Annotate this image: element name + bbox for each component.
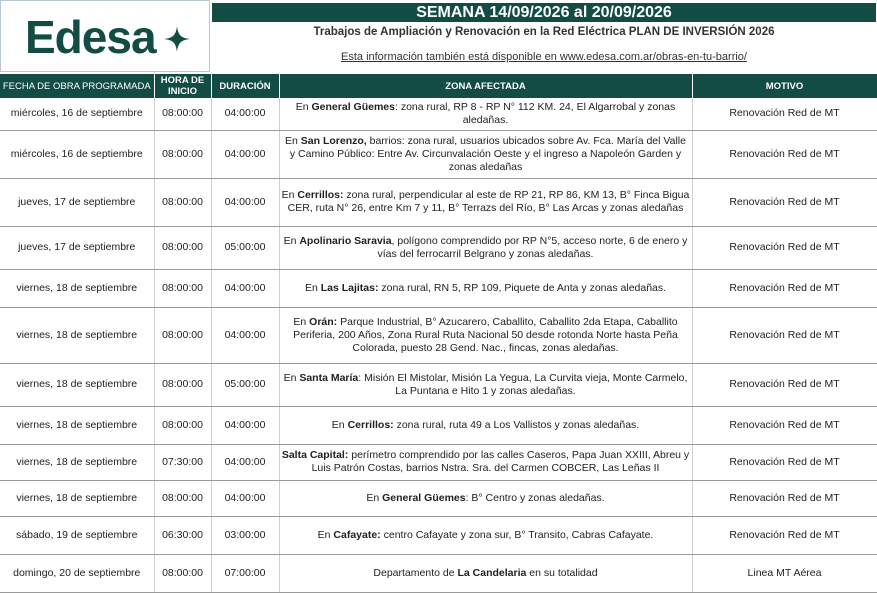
- zone-description: centro Cafayate y zona sur, B° Transito, Cabras Cafayate.: [380, 528, 654, 541]
- cell-duration: 03:00:00: [211, 516, 279, 554]
- cell-duration: 04:00:00: [211, 307, 279, 363]
- cell-start-time: 08:00:00: [154, 554, 211, 592]
- zone-place: Salta Capital:: [281, 449, 349, 461]
- table-row: [0, 444, 877, 480]
- zone-place: Cerrillos:: [347, 418, 394, 431]
- logo: [0, 0, 210, 72]
- zone-description: perímetro comprendido por las calles Caseros, Papa Juan XXIII, Abreu y Luis Patrón Costas, barrios Nstra. Sra. del Carmen COBCER, Las Leñas II: [311, 449, 690, 474]
- cell-reason: Renovación Red de MT: [692, 307, 877, 363]
- col-header-zone: ZONA AFECTADA: [279, 74, 692, 98]
- zone-text-wrap: [282, 282, 690, 295]
- zone-place: San Lorenzo,: [300, 134, 367, 147]
- cell-reason: Renovación Red de MT: [692, 516, 877, 554]
- cell-date: viernes, 18 de septiembre: [0, 480, 154, 516]
- zone-text-wrap: [282, 316, 690, 355]
- logo-text: Edesa: [25, 11, 156, 63]
- page-subtitle: Trabajos de Ampliación y Renovación en la Red Eléctrica PLAN DE INVERSIÓN 2026: [313, 26, 775, 38]
- table-body: [0, 98, 877, 592]
- zone-description: : B° Centro y zonas aledañas.: [465, 491, 605, 504]
- cell-reason: Linea MT Aérea: [692, 554, 877, 592]
- zone-prefix: En: [331, 418, 348, 431]
- cell-date: miércoles, 16 de septiembre: [0, 98, 154, 130]
- cell-duration: 04:00:00: [211, 480, 279, 516]
- zone-place: Apolinario Saravia: [299, 234, 392, 247]
- zone-prefix: En: [317, 528, 334, 541]
- zone-text-wrap: [282, 567, 690, 580]
- info-link[interactable]: Esta información también está disponible en www.edesa.com.ar/obras-en-tu-barrio/: [341, 51, 747, 63]
- col-header-start: HORA DE INICIO: [154, 74, 211, 98]
- table-row: [0, 98, 877, 130]
- zone-place: La Candelaria: [457, 566, 527, 579]
- cell-zone: [279, 178, 692, 226]
- cell-date: jueves, 17 de septiembre: [0, 226, 154, 269]
- table-row: [0, 516, 877, 554]
- cell-date: viernes, 18 de septiembre: [0, 269, 154, 307]
- zone-prefix: En: [366, 491, 383, 504]
- zone-place: Santa María: [299, 371, 359, 384]
- table-header-row: [0, 74, 877, 98]
- cell-start-time: 08:00:00: [154, 178, 211, 226]
- table-row: [0, 269, 877, 307]
- cell-reason: Renovación Red de MT: [692, 444, 877, 480]
- cell-date: sábado, 19 de septiembre: [0, 516, 154, 554]
- cell-duration: 04:00:00: [211, 130, 279, 178]
- cell-start-time: 08:00:00: [154, 226, 211, 269]
- zone-prefix: En: [283, 371, 300, 384]
- zone-description: en su totalidad: [526, 566, 598, 579]
- zone-description: , polígono comprendido por RP N°5, acceso norte, 6 de enero y vías del ferrocarril Belgrano y zonas aledañas.: [377, 234, 688, 260]
- zone-prefix: En: [285, 134, 301, 147]
- zone-prefix: Departamento de: [373, 566, 458, 579]
- zone-description: Parque Industrial, B° Azucarero, Caballito, Caballito 2da Etapa, Caballito Periferia, 200 Años, Zona Rural Ruta Nacional 50 desde rotonda Norte hasta Peña Colorada, puesto 28 Gend. Nac., fincas, zonas aledañas.: [293, 315, 678, 354]
- cell-zone: [279, 406, 692, 444]
- cell-zone: [279, 269, 692, 307]
- cell-duration: 04:00:00: [211, 444, 279, 480]
- cell-start-time: 08:00:00: [154, 406, 211, 444]
- cell-zone: [279, 226, 692, 269]
- cell-zone: [279, 444, 692, 480]
- cell-start-time: 08:00:00: [154, 480, 211, 516]
- cell-start-time: 08:00:00: [154, 269, 211, 307]
- zone-text-wrap: [282, 449, 690, 475]
- cell-duration: 05:00:00: [211, 226, 279, 269]
- zone-text-wrap: [282, 135, 690, 174]
- zone-place: Cafayate:: [333, 528, 381, 541]
- cell-zone: [279, 480, 692, 516]
- zone-place: Las Lajitas:: [320, 281, 379, 294]
- table-row: [0, 226, 877, 269]
- zone-prefix: En: [293, 315, 310, 328]
- cell-date: viernes, 18 de septiembre: [0, 307, 154, 363]
- zone-description: barrios: zona rural, usuarios ubicados sobre Av. Fca. María del Valle y Camino Público: Entre Av. Circunvalación Oeste y el ingreso a Napoleón Garden y zonas aledañas: [289, 134, 686, 173]
- zone-text-wrap: [282, 189, 690, 215]
- cell-zone: [279, 554, 692, 592]
- cell-date: viernes, 18 de septiembre: [0, 363, 154, 406]
- schedule-table: [0, 74, 877, 593]
- zone-prefix: En: [304, 281, 321, 294]
- zone-description: : zona rural, RP 8 - RP N° 112 KM. 24, El Algarrobal y zonas aledañas.: [394, 100, 676, 126]
- table-row: [0, 480, 877, 516]
- cell-duration: 04:00:00: [211, 98, 279, 130]
- cell-duration: 04:00:00: [211, 406, 279, 444]
- cell-zone: [279, 307, 692, 363]
- table-row: [0, 178, 877, 226]
- zone-description: zona rural, RN 5, RP 109, Piquete de Anta y zonas aledañas.: [378, 281, 667, 294]
- zone-text-wrap: [282, 372, 690, 398]
- table-row: [0, 554, 877, 592]
- cell-duration: 05:00:00: [211, 363, 279, 406]
- cell-zone: [279, 98, 692, 130]
- table-row: [0, 406, 877, 444]
- zone-prefix: En: [295, 100, 312, 113]
- cell-reason: Renovación Red de MT: [692, 226, 877, 269]
- zone-description: zona rural, perpendicular al este de RP 21, RP 86, KM 13, B° Finca Bigua CER, ruta N° 26, entre Km 7 y 11, B° Terrazs del Río, B° Las Arcas y zonas aledañas: [287, 189, 690, 214]
- zone-place: General Güemes: [311, 100, 395, 113]
- zone-prefix: En: [281, 189, 298, 201]
- cell-reason: Renovación Red de MT: [692, 98, 877, 130]
- cell-start-time: 06:30:00: [154, 516, 211, 554]
- cell-start-time: 08:00:00: [154, 363, 211, 406]
- zone-place: Orán:: [309, 315, 338, 328]
- page-header: [0, 0, 877, 74]
- cell-start-time: 08:00:00: [154, 307, 211, 363]
- zone-text-wrap: [282, 492, 690, 505]
- cell-reason: Renovación Red de MT: [692, 480, 877, 516]
- cell-reason: Renovación Red de MT: [692, 130, 877, 178]
- col-header-reason: MOTIVO: [692, 74, 877, 98]
- cell-start-time: 08:00:00: [154, 130, 211, 178]
- cell-duration: 04:00:00: [211, 269, 279, 307]
- cell-reason: Renovación Red de MT: [692, 178, 877, 226]
- table-row: [0, 130, 877, 178]
- cell-zone: [279, 516, 692, 554]
- zone-place: General Güemes: [382, 491, 466, 504]
- zone-text-wrap: [282, 235, 690, 261]
- zone-text-wrap: [282, 419, 690, 432]
- zone-description: : Misión El Mistolar, Misión La Yegua, La Curvita vieja, Monte Carmelo, La Puntana e Hito 1 y zonas aledañas.: [358, 371, 688, 397]
- zone-text-wrap: [282, 529, 690, 542]
- cell-reason: Renovación Red de MT: [692, 406, 877, 444]
- zone-prefix: En: [283, 234, 300, 247]
- table-row: [0, 363, 877, 406]
- cell-date: miércoles, 16 de septiembre: [0, 130, 154, 178]
- zone-description: zona rural, ruta 49 a Los Vallistos y zonas aledañas.: [393, 418, 640, 431]
- cell-date: viernes, 18 de septiembre: [0, 444, 154, 480]
- zone-text-wrap: [282, 101, 690, 127]
- zone-place: Cerrillos:: [297, 189, 344, 201]
- cell-date: viernes, 18 de septiembre: [0, 406, 154, 444]
- cell-reason: Renovación Red de MT: [692, 363, 877, 406]
- cell-start-time: 08:00:00: [154, 98, 211, 130]
- cell-zone: [279, 130, 692, 178]
- cell-zone: [279, 363, 692, 406]
- cell-start-time: 07:30:00: [154, 444, 211, 480]
- table-row: [0, 307, 877, 363]
- cell-duration: 07:00:00: [211, 554, 279, 592]
- cell-duration: 04:00:00: [211, 178, 279, 226]
- cell-date: domingo, 20 de septiembre: [0, 554, 154, 592]
- col-header-duration: DURACIÓN: [211, 74, 279, 98]
- col-header-date: FECHA DE OBRA PROGRAMADA: [0, 74, 154, 98]
- star-icon: [163, 25, 191, 53]
- week-banner: SEMANA 14/09/2026 al 20/09/2026: [212, 3, 876, 22]
- cell-date: jueves, 17 de septiembre: [0, 178, 154, 226]
- cell-reason: Renovación Red de MT: [692, 269, 877, 307]
